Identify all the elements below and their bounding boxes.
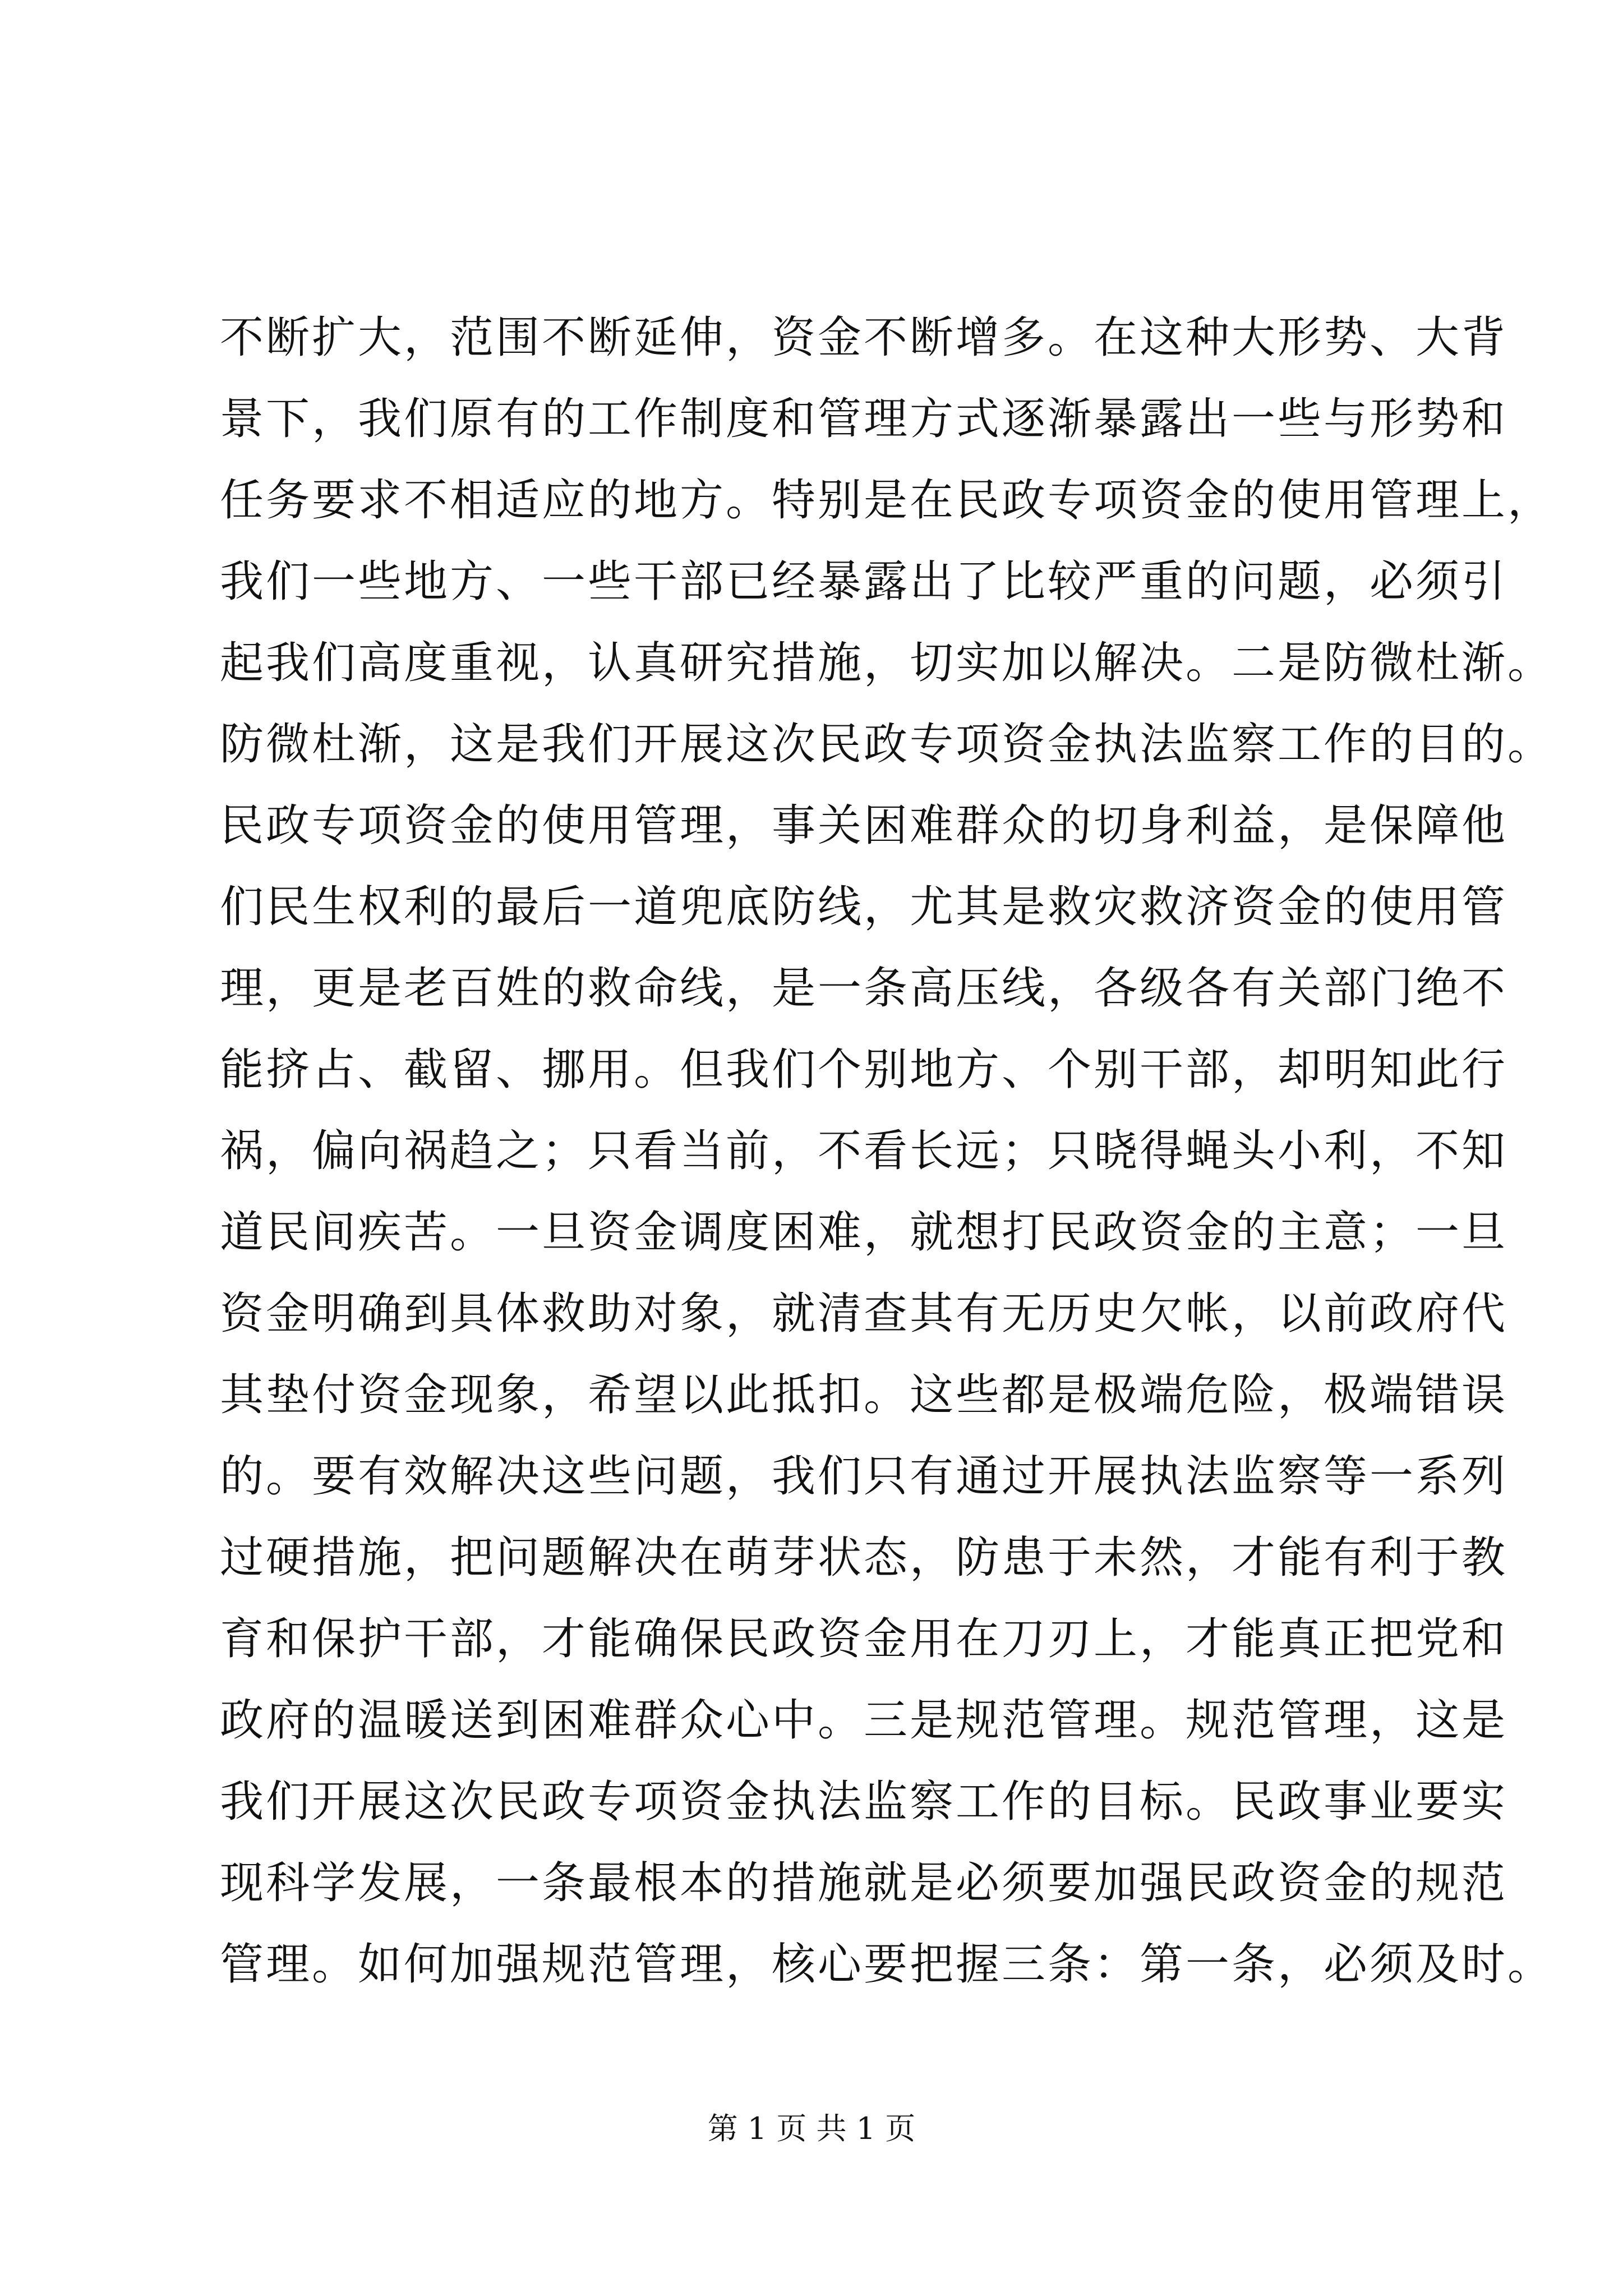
text-line: 防微杜渐，这是我们开展这次民政专项资金执法监察工作的目的。	[220, 719, 1554, 770]
text-line: 民政专项资金的使用管理，事关困难群众的切身利益，是保障他	[220, 800, 1508, 851]
text-line: 资金明确到具体救助对象，就清查其有无历史欠帐，以前政府代	[220, 1289, 1508, 1339]
text-line: 过硬措施，把问题解决在萌芽状态，防患于未然，才能有利于教	[220, 1533, 1508, 1583]
text-line: 们民生权利的最后一道兜底防线，尤其是救灾救济资金的使用管	[220, 882, 1508, 932]
text-line: 任务要求不相适应的地方。特别是在民政专项资金的使用管理上，	[220, 475, 1554, 526]
text-line: 政府的温暖送到困难群众心中。三是规范管理。规范管理，这是	[220, 1695, 1508, 1746]
text-line: 祸，偏向祸趋之；只看当前，不看长远；只晓得蝇头小利，不知	[220, 1126, 1508, 1176]
text-line: 不断扩大，范围不断延伸，资金不断增多。在这种大形势、大背	[220, 312, 1508, 363]
text-line: 的。要有效解决这些问题，我们只有通过开展执法监察等一系列	[220, 1451, 1508, 1502]
text-line: 理，更是老百姓的救命线，是一条高压线，各级各有关部门绝不	[220, 963, 1508, 1014]
text-line: 我们开展这次民政专项资金执法监察工作的目标。民政事业要实	[220, 1777, 1508, 1827]
text-line: 育和保护干部，才能确保民政资金用在刀刃上，才能真正把党和	[220, 1614, 1508, 1664]
text-line: 其垫付资金现象，希望以此抵扣。这些都是极端危险，极端错误	[220, 1370, 1508, 1420]
text-line: 管理。如何加强规范管理，核心要把握三条：第一条，必须及时。	[220, 1939, 1554, 1990]
text-line: 起我们高度重视，认真研究措施，切实加以解决。二是防微杜渐。	[220, 638, 1554, 688]
text-line: 景下，我们原有的工作制度和管理方式逐渐暴露出一些与形势和	[220, 394, 1508, 444]
text-line: 道民间疾苦。一旦资金调度困难，就想打民政资金的主意；一旦	[220, 1207, 1508, 1258]
text-line: 现科学发展，一条最根本的措施就是必须要加强民政资金的规范	[220, 1858, 1508, 1908]
text-line: 能挤占、截留、挪用。但我们个别地方、个别干部，却明知此行	[220, 1045, 1508, 1095]
page-footer: 第 1 页 共 1 页	[707, 2111, 916, 2146]
body-paragraph	[220, 297, 1554, 2005]
text-line: 我们一些地方、一些干部已经暴露出了比较严重的问题，必须引	[220, 556, 1508, 607]
